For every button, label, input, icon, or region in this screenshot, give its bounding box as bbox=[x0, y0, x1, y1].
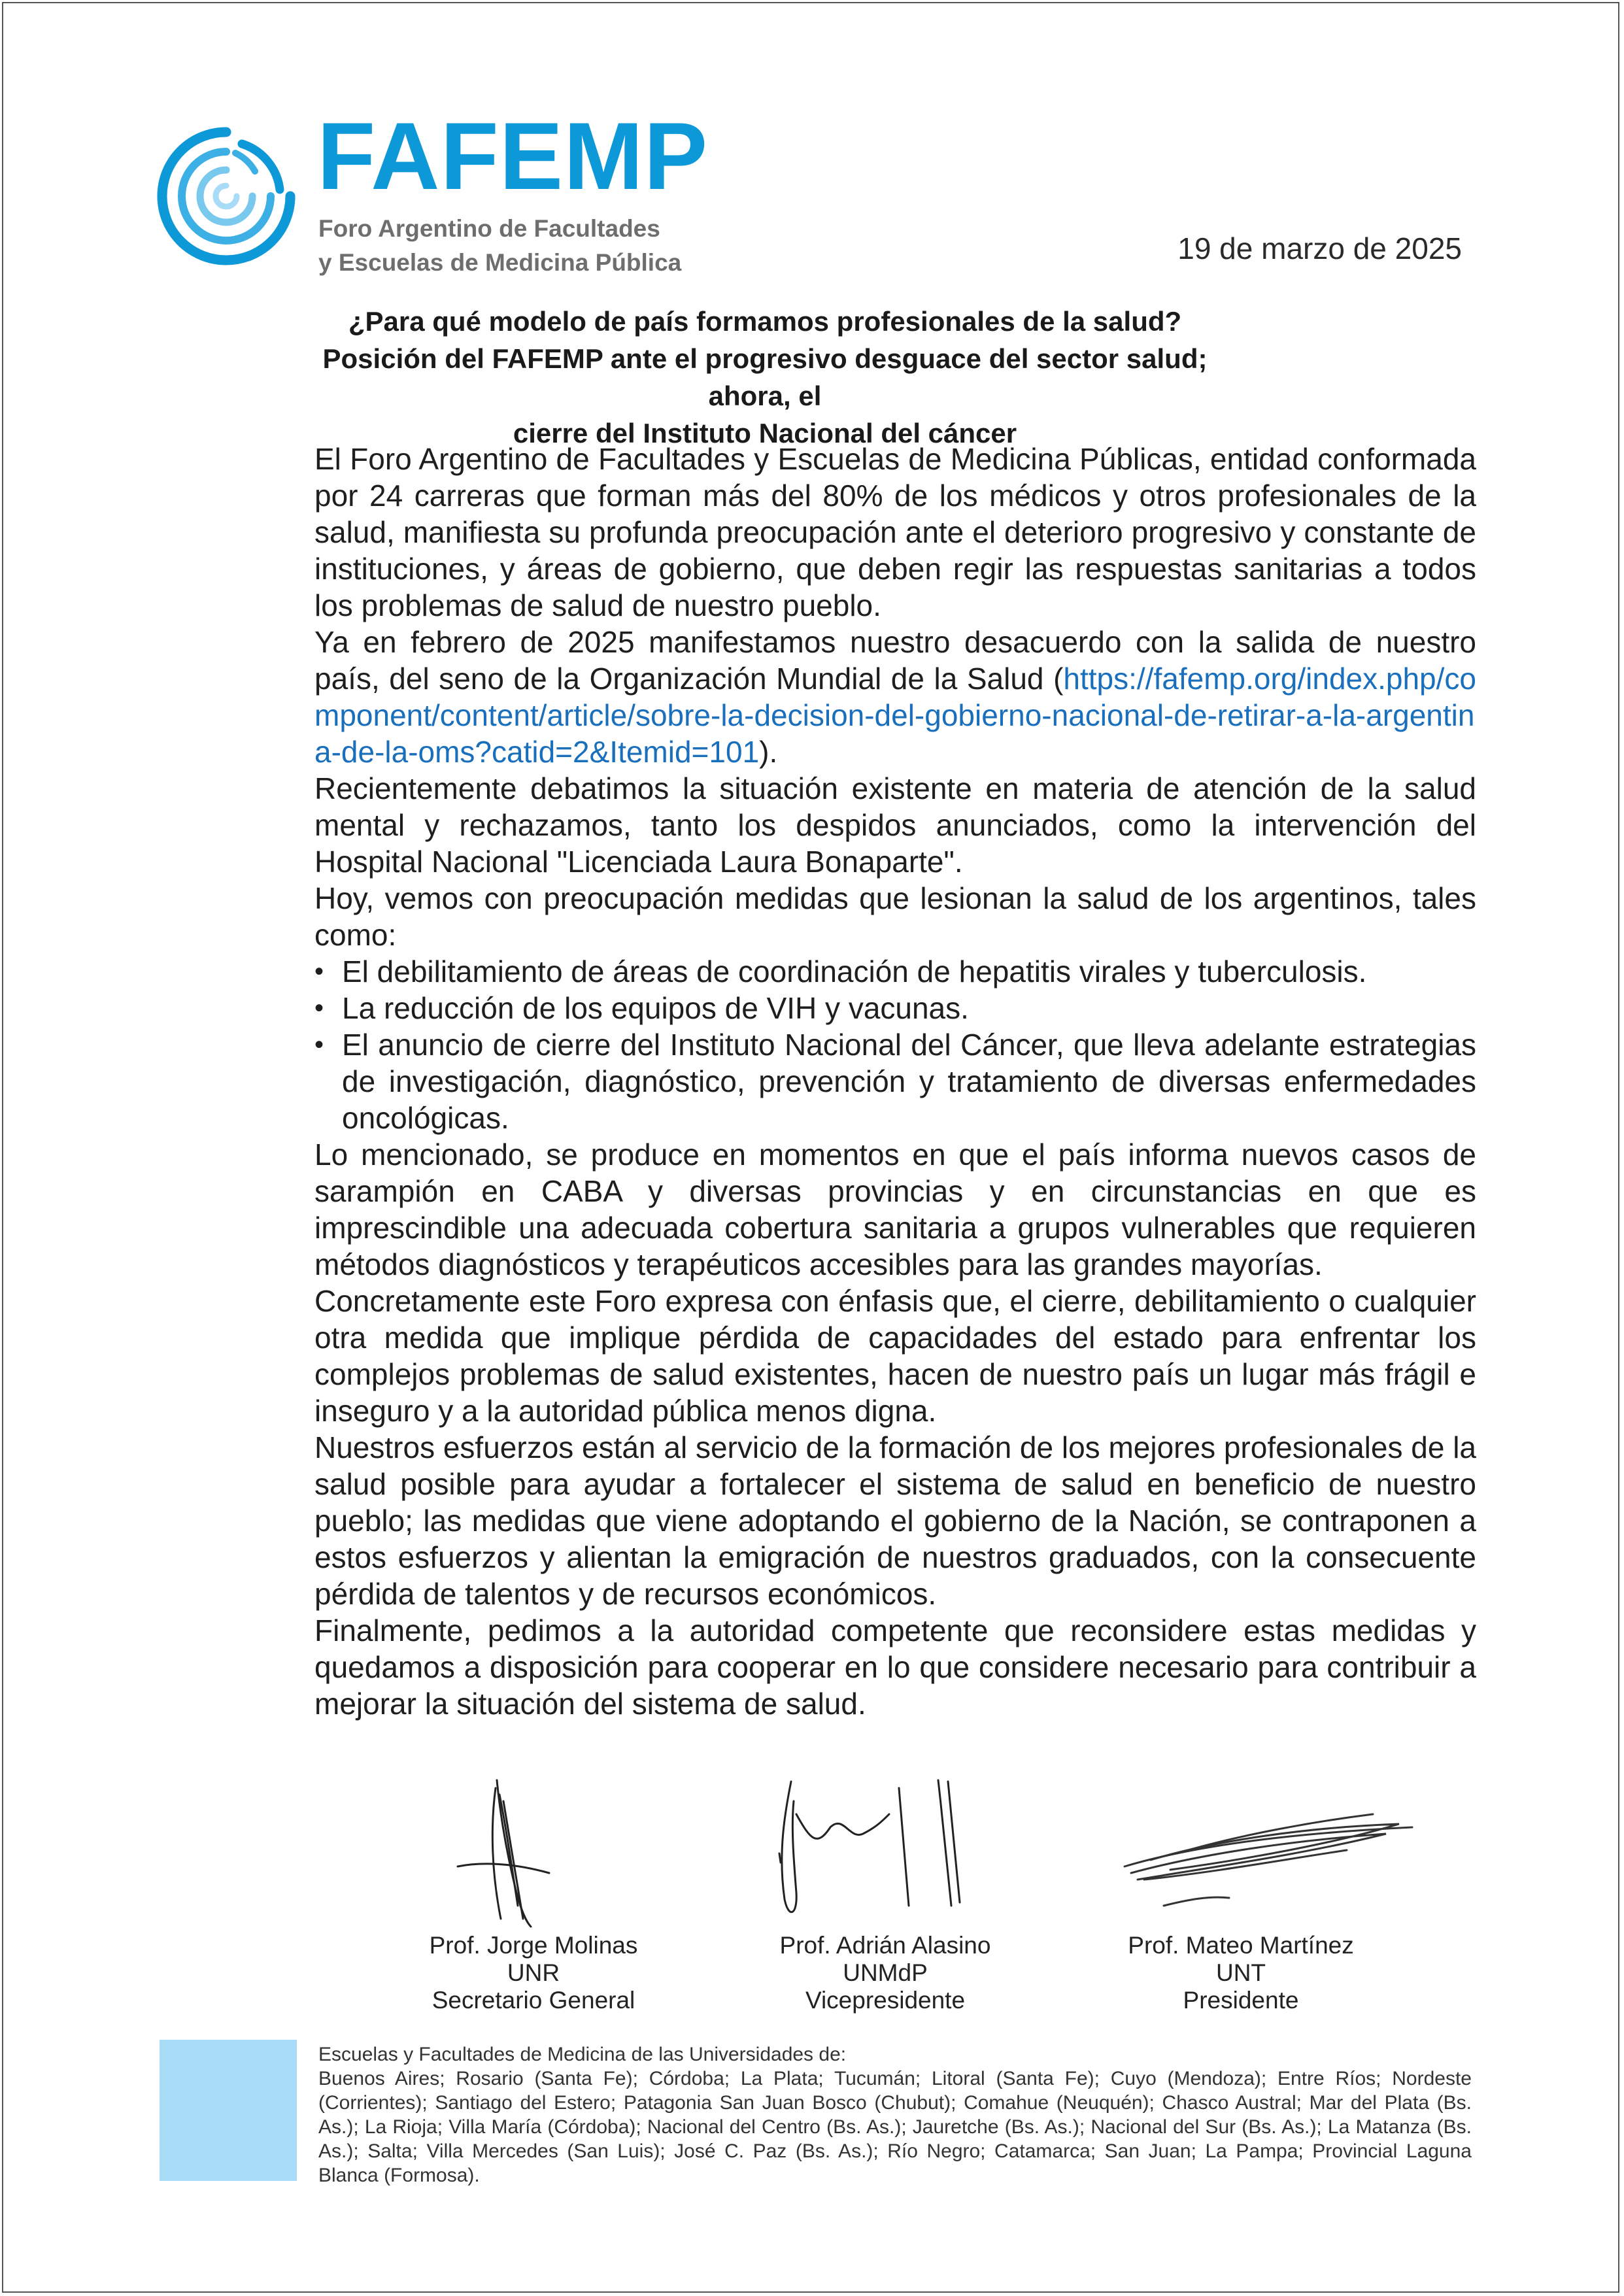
footer-list: Buenos Aires; Rosario (Santa Fe); Córdoba; La Plata; Tucumán; Litoral (Santa Fe); Cuyo (Mendoza); Entre Ríos; Nordeste (Corrientes); Santiago del Estero; Patagonia San Juan Bosco (Chubut); Comahue (Neuquén); Chasco Austral; Mar del Plata (Bs. As.); La Rioja; Villa María (Córdoba); Nacional del Centro (Bs. As.); Jauretche (Bs. As.); Nacional del Sur (Bs. As.); La Matanza (Bs. As.); Salta; Villa Mercedes (San Luis); José C. Paz (Bs. As.); Río Negro; Catamarca; San Juan; La Pampa; Provincial Laguna Blanca (Formosa). bbox=[318, 2068, 1472, 2186]
signatory-alasino bbox=[741, 1932, 1029, 2014]
logo-subtitle-line2: y Escuelas de Medicina Pública bbox=[318, 249, 682, 276]
signatory-university: UNMdP bbox=[843, 1959, 928, 1986]
logo-subtitle bbox=[318, 212, 681, 280]
logo-subtitle-line1: Foro Argentino de Facultades bbox=[318, 215, 660, 242]
fafemp-logo bbox=[157, 103, 709, 276]
title-line-2: Posición del FAFEMP ante el progresivo desguace del sector salud; ahora, el bbox=[322, 343, 1208, 411]
signatory-role: Secretario General bbox=[431, 1987, 635, 2014]
signatory-role: Vicepresidente bbox=[805, 1987, 966, 2014]
footer-color-block bbox=[160, 2040, 297, 2181]
document-date: 19 de marzo de 2025 bbox=[1177, 231, 1462, 265]
signature-martinez bbox=[1111, 1788, 1425, 1919]
list-item: • El anuncio de cierre del Instituto Nacional del Cáncer, que lleva adelante estrategias de investigación, diagnóstico, prevención y tratamiento de diversas enfermedades oncológicas. bbox=[314, 1026, 1476, 1136]
list-item: • El debilitamiento de áreas de coordinación de hepatitis virales y tuberculosis. bbox=[314, 953, 1476, 990]
footer-heading: Escuelas y Facultades de Medicina de las Universidades de: bbox=[318, 2044, 847, 2065]
signature-molinas bbox=[445, 1775, 575, 1932]
footer-universities bbox=[318, 2042, 1472, 2187]
signatory-role: Presidente bbox=[1183, 1987, 1299, 2014]
paragraph-intro: El Foro Argentino de Facultades y Escuelas de Medicina Públicas, entidad conformada por 24 carreras que forman más del 80% de los médicos y otros profesionales de la salud, manifiesta su profunda preocupación ante el deterioro progresivo y constante de instituciones, y áreas de gobierno, que deben regir las respuestas sanitarias a todos los problemas de salud de nuestro pueblo. bbox=[314, 442, 1476, 622]
paragraph-closing: Finalmente, pedimos a la autoridad competente que reconsidere estas medidas y quedamos a disposición para cooperar en lo que considere necesario para contribuir a mejorar la situación del sistema de salud. bbox=[314, 1613, 1476, 1721]
signatory-name: Prof. Mateo Martínez bbox=[1128, 1932, 1354, 1959]
signature-alasino bbox=[771, 1775, 994, 1932]
signatory-martinez bbox=[1097, 1932, 1385, 2014]
signatory-name: Prof. Adrián Alasino bbox=[779, 1932, 991, 1959]
logo-wordmark: FAFEMP bbox=[317, 103, 709, 209]
document-title bbox=[288, 303, 1242, 452]
paragraph-oms-text: Ya en febrero de 2025 manifestamos nuestro desacuerdo con la salida de nuestro país, del seno de la Organización Mundial de la Salud bbox=[314, 625, 1476, 696]
oms-article-link[interactable]: https://fafemp.org/index.php/component/content/article/sobre-la-decision-del-gobierno-nacional-de-retirar-a-la-argentina-de-la-oms?catid=2&Itemid=101 bbox=[314, 662, 1477, 769]
title-line-1: ¿Para qué modelo de país formamos profesionales de la salud? bbox=[348, 306, 1182, 337]
signatory-name: Prof. Jorge Molinas bbox=[429, 1932, 638, 1959]
signatory-molinas bbox=[390, 1932, 677, 2014]
list-item: • La reducción de los equipos de VIH y vacunas. bbox=[314, 990, 1476, 1026]
paragraph-efforts: Nuestros esfuerzos están al servicio de la formación de los mejores profesionales de la salud posible para ayudar a fortalecer el sistema de salud en beneficio de nuestro pueblo; las medidas que viene adoptando el gobierno de la Nación, se contraponen a estos esfuerzos y alientan la emigración de nuestros graduados, con la consecuente pérdida de talentos y de recursos económicos. bbox=[314, 1430, 1476, 1611]
signatory-university: UNT bbox=[1215, 1959, 1266, 1986]
spiral-logo-icon bbox=[157, 118, 296, 275]
paragraph-mental-health: Recientemente debatimos la situación existente en materia de atención de la salud mental y rechazamos, tanto los despidos anunciados, como la intervención del Hospital Nacional "Licenciada Laura Bonaparte". bbox=[314, 771, 1476, 879]
link-open-paren: ( bbox=[1053, 662, 1064, 696]
paragraph-emphasis: Concretamente este Foro expresa con énfasis que, el cierre, debilitamiento o cualquier otra medida que implique pérdida de capacidades del estado para enfrentar los complejos problemas de salud existentes, hacen de nuestro país un lugar más frágil e inseguro y a la autoridad pública menos digna. bbox=[314, 1284, 1476, 1428]
paragraph-context: Lo mencionado, se produce en momentos en que el país informa nuevos casos de sarampión en CABA y diversas provincias y en circunstancias en que es imprescindible una adecuada cobertura sanitaria a grupos vulnerables que requieren métodos diagnósticos y terapéuticos accesibles para las grandes mayorías. bbox=[314, 1138, 1476, 1281]
signatory-university: UNR bbox=[507, 1959, 560, 1986]
paragraph-oms bbox=[314, 624, 1476, 770]
link-close-paren: ). bbox=[759, 735, 778, 769]
title-line-3: cierre del Instituto Nacional del cáncer bbox=[513, 418, 1017, 448]
letter-body bbox=[314, 441, 1476, 1722]
measures-list bbox=[314, 953, 1476, 1136]
paragraph-measures: Hoy, vemos con preocupación medidas que lesionan la salud de los argentinos, tales como: bbox=[314, 881, 1476, 952]
